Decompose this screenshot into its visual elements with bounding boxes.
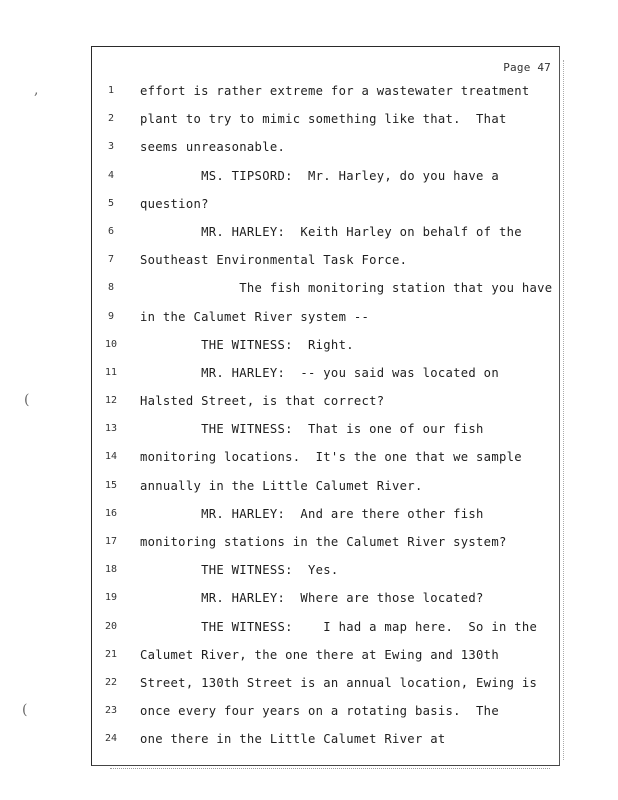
transcript-line (92, 415, 559, 443)
line-text: plant to try to mimic something like that. That (140, 112, 507, 127)
line-text: MR. HARLEY: Where are those located? (140, 591, 484, 606)
line-number: 20 (104, 620, 118, 632)
transcript-page (91, 46, 560, 766)
transcript-line (92, 162, 559, 190)
line-number: 1 (107, 85, 115, 96)
line-text: annually in the Little Calumet River. (140, 478, 423, 493)
line-number: 17 (104, 536, 118, 547)
line-number: 11 (104, 366, 118, 378)
line-text: question? (140, 196, 209, 211)
line-number: 3 (107, 141, 115, 153)
line-text: Halsted Street, is that correct? (140, 394, 385, 409)
line-number: 7 (107, 254, 115, 266)
transcript-line (92, 584, 559, 612)
transcript-line (92, 77, 559, 105)
scan-smudge (110, 768, 550, 771)
transcript-line (92, 556, 559, 584)
transcript-line (92, 246, 559, 274)
line-text: THE WITNESS: That is one of our fish (140, 422, 484, 437)
transcript-lines (92, 77, 559, 754)
line-text: once every four years on a rotating basis. The (140, 704, 499, 719)
line-number: 24 (104, 733, 118, 745)
line-text: THE WITNESS: Yes. (140, 563, 339, 578)
line-number: 18 (104, 564, 118, 576)
line-text: THE WITNESS: Right. (140, 337, 354, 352)
line-number: 23 (104, 705, 118, 717)
line-text: MR. HARLEY: Keith Harley on behalf of the (140, 224, 522, 239)
line-number: 19 (104, 592, 118, 604)
line-number: 6 (107, 225, 115, 237)
line-number: 22 (104, 676, 118, 688)
transcript-line (92, 105, 559, 133)
line-text: MS. TIPSORD: Mr. Harley, do you have a (140, 168, 499, 183)
line-text: MR. HARLEY: -- you said was located on (140, 365, 499, 380)
transcript-line (92, 669, 559, 697)
line-number: 12 (104, 395, 118, 407)
transcript-line (92, 190, 559, 218)
line-text: Southeast Environmental Task Force. (140, 253, 408, 268)
transcript-line (92, 472, 559, 500)
line-text: one there in the Little Calumet River at (140, 732, 446, 747)
margin-mark: , (34, 82, 39, 98)
transcript-line (92, 387, 559, 415)
line-text: in the Calumet River system -- (140, 309, 370, 324)
line-text: Calumet River, the one there at Ewing and 130th (140, 647, 499, 662)
transcript-line (92, 133, 559, 161)
line-text: effort is rather extreme for a wastewater treatment (140, 84, 530, 98)
line-number: 2 (107, 113, 115, 125)
transcript-line (92, 359, 559, 387)
transcript-line (92, 641, 559, 669)
line-number: 5 (107, 197, 115, 209)
scan-edge (563, 60, 565, 760)
line-number: 8 (107, 282, 115, 294)
line-text: The fish monitoring station that you have (140, 281, 553, 296)
line-text: seems unreasonable. (140, 140, 286, 155)
transcript-line (92, 274, 559, 302)
line-number: 4 (107, 169, 115, 181)
line-number: 9 (107, 310, 115, 322)
line-number: 14 (104, 451, 118, 463)
transcript-line (92, 697, 559, 725)
line-text: MR. HARLEY: And are there other fish (140, 506, 484, 521)
transcript-line (92, 725, 559, 753)
margin-mark: ( (22, 702, 28, 718)
margin-mark: ( (24, 392, 30, 408)
transcript-line (92, 528, 559, 556)
transcript-line (92, 443, 559, 471)
page-number: Page 47 (503, 61, 551, 74)
line-text: THE WITNESS: I had a map here. So in the (140, 619, 538, 634)
transcript-line (92, 500, 559, 528)
transcript-line (92, 331, 559, 359)
line-text: monitoring stations in the Calumet River system? (140, 535, 507, 549)
transcript-line (92, 218, 559, 246)
line-number: 15 (104, 479, 118, 491)
line-text: monitoring locations. It's the one that we sample (140, 450, 522, 465)
line-number: 10 (104, 338, 118, 350)
transcript-line (92, 303, 559, 331)
line-number: 16 (104, 507, 118, 519)
transcript-line (92, 613, 559, 641)
line-number: 21 (104, 648, 118, 660)
line-text: Street, 130th Street is an annual location, Ewing is (140, 675, 538, 690)
line-number: 13 (104, 423, 118, 435)
